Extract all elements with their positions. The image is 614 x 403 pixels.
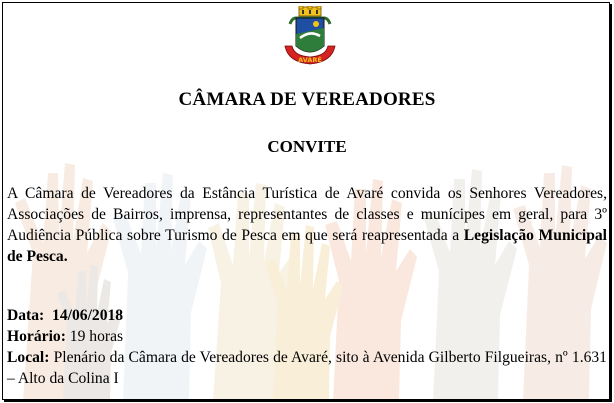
time-value: 19 horas xyxy=(69,328,124,345)
legislation-highlight: Legislação Municipal de Pesca. xyxy=(7,227,607,265)
svg-text:AVARÉ: AVARÉ xyxy=(298,56,322,64)
date-row xyxy=(7,305,607,326)
location-row xyxy=(7,347,607,389)
time-label: Horário: xyxy=(7,328,66,345)
invitation-intro-text: A Câmara de Vereadores da Estância Turística de Avaré convida os Senhores Vereadores, Associações de Bairros, imprensa, representantes de classes e munícipes em geral, para 3º Audiência Pública sobre Turismo de Pesca em que será reapresentada a xyxy=(7,185,607,244)
invitation-card xyxy=(2,2,610,400)
location-value: Plenário da Câmara de Vereadores de Avaré, sito à Avenida Gilberto Filgueiras, nº 1.631 – Alto da Colina I xyxy=(7,349,607,387)
date-label: Data: xyxy=(7,307,45,324)
location-label: Local: xyxy=(7,349,50,366)
event-details xyxy=(7,305,607,389)
date-value: 14/06/2018 xyxy=(52,307,124,324)
avare-coat-of-arms-icon xyxy=(282,6,338,70)
time-row xyxy=(7,326,607,347)
chamber-title: CÂMARA DE VEREADORES xyxy=(178,89,436,110)
invitation-paragraph xyxy=(7,183,607,267)
invitation-heading: CONVITE xyxy=(267,137,347,156)
